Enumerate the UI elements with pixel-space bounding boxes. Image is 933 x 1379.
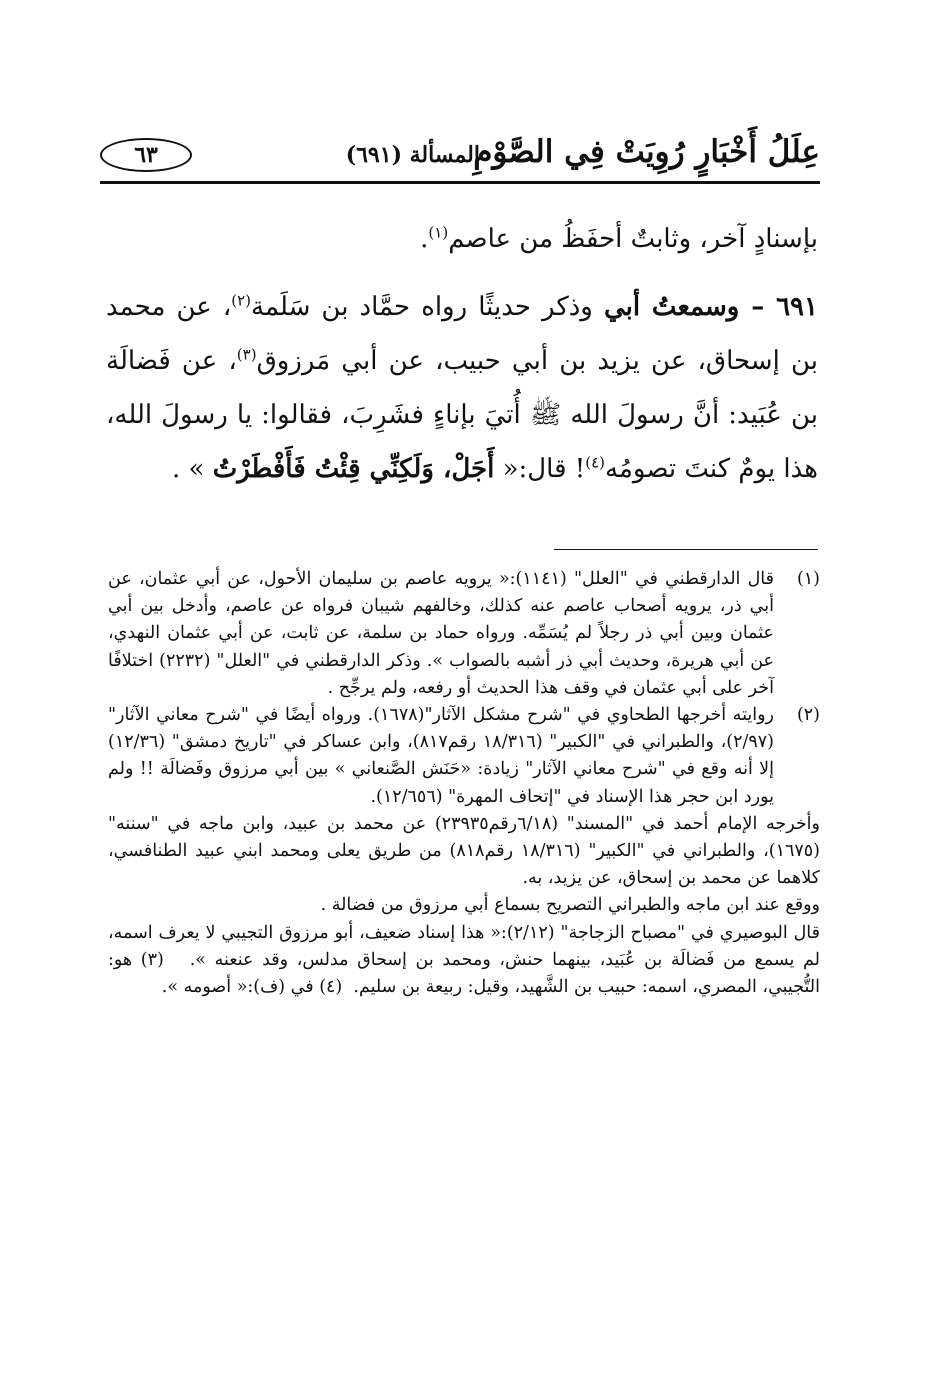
paragraph-end: . (420, 224, 429, 254)
footnote-number: (١) (796, 569, 820, 589)
footnote-2 (108, 702, 820, 811)
footnote-2-note: ووقع عند ابن ماجه والطبراني التصريح بسماع أبي مرزوق من فضالة . (320, 895, 820, 916)
paragraph-text: ! قال:« (494, 454, 586, 484)
paragraph-text: بإسنادٍ آخر، وثابتٌ أحفَظُ من عاصم (448, 224, 818, 254)
footnote-text: قال البوصيري في "مصباح الزجاجة" (٢/١٢):« هذا إسناد ضعيف، أبو مرزوق التجيبي لا يعرف اسمه، لم يسمع من فَضالَة بن عُبَيد، بينهما حنش، ومحمد بن إسحاق مدلس، وقد عنعنه ». (108, 922, 820, 970)
footnote-text: قال الدارقطني في "العلل" (١١٤١):« يرويه عاصم بن سليمان الأحول، عن أبي عثمان، عن أبي ذر، يرويه أصحاب عاصم عنه كذلك، وخالفهم شيبان فرواه عن عاصم، وأدخل بين أبي عثمان وبين أبي ذر رجلاً لم يُسَمِّه. ورواه حماد بن سلمة، عن ثابت، عن أبي عثمان النهدي، عن أبي هريرة، وحديث أبي ذر أشبه بالصواب ». وذكر الدارقطني في "العلل" (٢٢٣٢) اختلافًا آخر على أبي عثمان في وقف هذا الحديث أو رفعه، ولم يرجِّح . (108, 569, 774, 698)
issue-label: المسألة (٦٩١) (345, 142, 480, 168)
footnote-text: في (ف):« أصومه ». (161, 977, 314, 998)
issue-paragraph (106, 280, 818, 496)
paragraph-continuation (106, 212, 818, 266)
header-divider (100, 181, 820, 184)
page-number-badge (100, 138, 192, 172)
footnote-text: هو: التُّجيبي، المصري، اسمه: حبيب بن الشَّهيد، وقيل: ربيعة بن سليم. (108, 949, 820, 998)
paragraph-text: ، عن محمد بن إسحاق، عن يزيد بن أبي حبيب، عن أبي مَرزوق (106, 292, 818, 376)
issue-number: ٦٩١ – (739, 292, 818, 322)
hadith-quote: أَجَلْ، وَلَكِنِّي قِئْتُ فَأَفْطَرْتُ (212, 454, 495, 484)
footnote-2-quote (108, 920, 820, 1002)
page-number: ٦٣ (134, 142, 158, 168)
footnote-text: روايته أخرجها الطحاوي في "شرح مشكل الآثار"(١٦٧٨). ورواه أيضًا في "شرح معاني الآثار" (٢/٩٧)، والطبراني في "الكبير" (١٨/٣١٦ رقم٨١٧)، وابن عساكر في "تاريخ دمشق" (١٢/٣٦) إلا أنه وقع في "شرح معاني الآثار" زيادة: «حَنَش الصَّنعاني » بين أبي مرزوق وفَضالَة !! ولم يورد ابن حجر هذا الإسناد في "إتحاف المهرة" (١٢/٦٥٦). (108, 705, 774, 807)
book-title: عِلَلُ أَخْبَارٍ رُوِيَتْ فِي الصَّوْمِ (473, 134, 820, 170)
footnotes (108, 566, 820, 1001)
paragraph-text: وذكر حديثًا رواه حمَّاد بن سَلَمة (251, 292, 604, 322)
page-header (100, 128, 820, 180)
footnote-ref-3: (٣) (236, 345, 257, 364)
footnote-ref-2: (٢) (231, 291, 251, 310)
footnote-ref-4: (٤) (585, 453, 606, 472)
footnote-divider (554, 549, 818, 550)
footnote-1 (108, 566, 820, 702)
footnote-number: (٢) (796, 705, 820, 726)
footnote-number: (٤) (319, 977, 343, 998)
footnote-ref-1: (١) (428, 223, 449, 242)
footnote-number: (٣) (140, 949, 164, 970)
paragraph-end: » . (172, 454, 213, 484)
footnote-2-continued: وأخرجه الإمام أحمد في "المسند" (٦/١٨رقم٢٣٩٣٥) عن محمد بن عبيد، وابن ماجه في "سننه" (١٦٧٥)، والطبراني في "الكبير" (١٨/٣١٦ رقم٨١٨) من طريق يعلى ومحمد ابني عبيد الطنافسي، كلاهما عن محمد بن إسحاق، عن يزيد، به. (108, 813, 820, 889)
paragraph-text: ، عن فَضالَة بن عُبَيد: أنَّ رسولَ الله ﷺ أُتيَ بإناءٍ فشَرِبَ، فقالوا: يا رسولَ الله، هذا يومٌ كنتَ تصومُه (106, 346, 818, 484)
issue-lead: وسمعتُ أبي (603, 292, 740, 322)
main-text (106, 212, 818, 496)
